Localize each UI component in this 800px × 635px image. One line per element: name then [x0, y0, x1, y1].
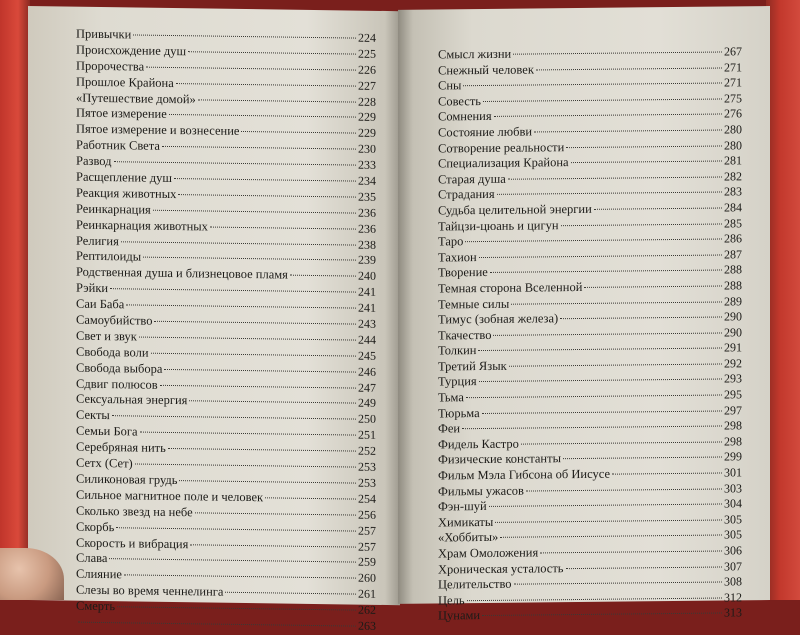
entry-page-number: 267 — [724, 44, 742, 59]
entry-page-number: 308 — [724, 574, 742, 589]
dot-leader — [168, 448, 356, 452]
entry-title: Темные силы — [438, 296, 510, 311]
dot-leader — [526, 488, 722, 491]
dot-leader — [210, 226, 356, 229]
entry-page-number: 261 — [358, 586, 376, 602]
entry-page-number: 312 — [724, 590, 742, 605]
entry-page-number: 228 — [358, 94, 376, 109]
entry-title: Храм Омоложения — [438, 545, 539, 561]
entry-page-number: 291 — [724, 340, 742, 355]
dot-leader — [126, 305, 356, 309]
dot-leader — [465, 239, 722, 243]
dot-leader — [151, 353, 356, 357]
entry-title: Тьма — [438, 390, 464, 405]
entry-title: Развод — [76, 153, 112, 169]
entry-page-number: 287 — [724, 247, 742, 262]
entry-title: Скорость и вибрация — [76, 535, 189, 551]
entry-page-number: 299 — [724, 449, 742, 464]
dot-leader — [190, 544, 356, 547]
entry-page-number: 253 — [358, 459, 376, 474]
entry-page-number: 241 — [358, 300, 376, 315]
dot-leader — [490, 270, 722, 273]
dot-leader — [521, 441, 722, 444]
entry-page-number: 262 — [358, 602, 376, 617]
dot-leader — [225, 592, 356, 595]
entry-page-number: 240 — [358, 268, 376, 284]
dot-leader — [479, 379, 722, 383]
entry-title: Слезы во время ченнелинга — [76, 582, 224, 599]
entry-title: Родственная душа и близнецовое пламя — [76, 265, 288, 282]
entry-page-number: 245 — [358, 348, 376, 363]
dot-leader — [494, 114, 722, 117]
dot-leader — [139, 336, 356, 340]
entry-title: Тимус (зобная железа) — [438, 311, 559, 327]
dot-leader — [489, 504, 722, 507]
entry-title: Пятое измерение — [76, 106, 167, 122]
entry-page-number: 243 — [358, 316, 376, 331]
dot-leader — [78, 622, 356, 627]
dot-leader — [508, 176, 722, 179]
entry-title: Тайцзи-цюань и цигун — [438, 217, 559, 234]
entry-title: «Хоббиты» — [438, 530, 499, 545]
entry-page-number: 307 — [724, 558, 742, 574]
entry-page-number: 241 — [358, 284, 376, 300]
entry-title: Сдвиг полюсов — [76, 376, 158, 392]
dot-leader — [495, 519, 722, 522]
entry-page-number: 304 — [724, 496, 742, 511]
entry-title: Саи Баба — [76, 296, 125, 312]
dot-leader — [124, 575, 356, 579]
dot-leader — [466, 395, 722, 399]
entry-page-number: 235 — [358, 189, 376, 204]
entry-title: Состояние любви — [438, 124, 533, 140]
dot-leader — [534, 129, 722, 132]
entry-page-number: 289 — [724, 293, 742, 308]
entry-page-number: 305 — [724, 512, 742, 527]
dot-leader — [140, 432, 356, 436]
entry-page-number: 253 — [358, 475, 376, 490]
entry-title: Снежный человек — [438, 62, 534, 78]
entry-page-number: 246 — [358, 364, 376, 379]
right-contents-list — [438, 44, 742, 624]
dot-leader — [467, 597, 722, 601]
toc-entry — [438, 606, 742, 625]
dot-leader — [110, 288, 356, 292]
entry-page-number: 286 — [724, 231, 742, 246]
entry-title: Рэйки — [76, 280, 109, 296]
dot-leader — [143, 257, 356, 261]
dot-leader — [178, 194, 356, 197]
entry-page-number: 259 — [358, 554, 376, 570]
entry-title: Происхождение душ — [76, 42, 187, 59]
entry-page-number: 229 — [358, 125, 376, 141]
dot-leader — [566, 145, 722, 148]
entry-title: Ткачество — [438, 327, 492, 343]
dot-leader — [164, 369, 356, 373]
entry-page-number: 250 — [358, 411, 376, 427]
dot-leader — [500, 535, 722, 538]
dot-leader — [482, 410, 722, 414]
entry-title: Свет и звук — [76, 328, 137, 344]
entry-page-number: 252 — [358, 443, 376, 459]
dot-leader — [497, 192, 722, 195]
entry-title: Скорбь — [76, 519, 115, 534]
entry-page-number: 227 — [358, 78, 376, 93]
dot-leader — [478, 348, 722, 352]
entry-page-number: 282 — [724, 169, 742, 184]
entry-page-number: 280 — [724, 122, 742, 137]
entry-page-number: 238 — [358, 237, 376, 252]
entry-page-number: 263 — [358, 618, 376, 633]
entry-page-number: 271 — [724, 75, 742, 90]
entry-title: Слава — [76, 551, 108, 566]
dot-leader — [146, 66, 356, 70]
dot-leader — [513, 52, 722, 55]
book-cover-right — [766, 0, 800, 600]
dot-leader — [612, 473, 722, 475]
entry-title: Тюрьма — [438, 405, 480, 421]
dot-leader — [563, 457, 722, 460]
entry-page-number: 257 — [358, 539, 376, 554]
dot-leader — [179, 480, 356, 483]
entry-page-number: 233 — [358, 157, 376, 172]
dot-leader — [493, 332, 722, 335]
entry-title: Слияние — [76, 566, 122, 582]
entry-title: Пророчества — [76, 58, 145, 74]
entry-page-number: 313 — [724, 605, 742, 620]
entry-title: Рептилоиды — [76, 249, 142, 265]
entry-page-number: 297 — [724, 402, 742, 418]
dot-leader — [540, 551, 722, 554]
entry-page-number: 251 — [358, 427, 376, 443]
dot-leader — [560, 317, 722, 320]
entry-title: Старая душа — [438, 171, 506, 187]
entry-page-number: 293 — [724, 371, 742, 386]
entry-title: Фильмы ужасов — [438, 483, 524, 499]
entry-title: Цунами — [438, 608, 481, 623]
entry-page-number: 284 — [724, 200, 742, 215]
dot-leader — [483, 98, 722, 102]
entry-title: Сотворение реальности — [438, 139, 565, 156]
dot-leader — [594, 207, 722, 209]
entry-title: Химикаты — [438, 514, 494, 530]
dot-leader — [176, 83, 356, 87]
entry-title: Привычки — [76, 26, 132, 42]
entry-page-number: 281 — [724, 153, 742, 168]
entry-title: Фэн-шуй — [438, 499, 487, 514]
entry-title: Цель — [438, 592, 465, 608]
entry-page-number: 290 — [724, 309, 742, 324]
entry-page-number: 257 — [358, 523, 376, 538]
entry-title: Тахион — [438, 249, 477, 265]
entry-title: Судьба целительной энергии — [438, 201, 592, 218]
dot-leader — [154, 321, 356, 325]
dot-leader — [114, 161, 356, 165]
entry-title: Реинкарнация животных — [76, 217, 208, 234]
dot-leader — [195, 512, 356, 515]
entry-page-number: 288 — [724, 278, 742, 293]
dot-leader — [109, 559, 356, 563]
entry-page-number: 247 — [358, 380, 376, 395]
entry-page-number: 230 — [358, 141, 376, 157]
entry-title: Сексуальная энергия — [76, 392, 188, 408]
dot-leader — [198, 99, 356, 102]
dot-leader — [265, 497, 356, 499]
entry-page-number: 224 — [358, 30, 376, 45]
entry-title: Феи — [438, 421, 461, 436]
entry-title: Смысл жизни — [438, 46, 512, 62]
entry-page-number: 249 — [358, 396, 376, 411]
dot-leader — [290, 275, 356, 277]
dot-leader — [561, 223, 722, 226]
dot-leader — [116, 527, 356, 531]
dot-leader — [121, 241, 356, 245]
entry-title: Сомнения — [438, 109, 492, 124]
right-page — [398, 6, 770, 623]
entry-title: Фидель Кастро — [438, 436, 519, 452]
left-page — [28, 6, 400, 633]
entry-title: Религия — [76, 233, 119, 248]
entry-title: Целительство — [438, 576, 512, 592]
entry-title: Сколько звезд на небе — [76, 503, 193, 520]
dot-leader — [566, 566, 723, 569]
entry-title: Серебряная нить — [76, 439, 166, 456]
entry-title: Толкин — [438, 343, 477, 358]
dot-leader — [514, 582, 722, 585]
dot-leader — [509, 363, 722, 366]
entry-page-number: 236 — [358, 205, 376, 220]
entry-title: Сетх (Сет) — [76, 455, 133, 471]
entry-title: Специализация Крайона — [438, 155, 569, 171]
entry-page-number: 271 — [724, 59, 742, 75]
entry-title: Сны — [438, 78, 462, 93]
dot-leader — [135, 464, 356, 468]
entry-title: Таро — [438, 234, 464, 249]
dot-leader — [571, 161, 722, 164]
entry-page-number: 306 — [724, 543, 742, 558]
dot-leader — [189, 401, 356, 404]
entry-title: Свобода выбора — [76, 360, 163, 376]
entry-page-number: 301 — [724, 465, 742, 480]
entry-page-number: 226 — [358, 62, 376, 77]
entry-title: Физические константы — [438, 451, 561, 467]
entry-title: «Путешествие домой» — [76, 90, 196, 106]
entry-title: Темная сторона Вселенной — [438, 279, 583, 296]
entry-page-number: 285 — [724, 215, 742, 231]
entry-page-number: 256 — [358, 507, 376, 522]
entry-page-number: 239 — [358, 253, 376, 268]
entry-page-number: 295 — [724, 387, 742, 402]
entry-page-number: 298 — [724, 434, 742, 449]
entry-title: Пятое измерение и вознесение — [76, 122, 240, 139]
dot-leader — [169, 114, 356, 118]
entry-title: Страдания — [438, 187, 495, 202]
entry-page-number: 236 — [358, 221, 376, 236]
dot-leader — [188, 51, 356, 54]
entry-page-number: 254 — [358, 491, 376, 506]
dot-leader — [160, 384, 356, 388]
entry-title: Семьи Бога — [76, 423, 138, 439]
dot-leader — [479, 254, 722, 258]
entry-title: Третий Язык — [438, 358, 507, 374]
dot-leader — [463, 83, 722, 87]
entry-title: Творение — [438, 265, 488, 280]
dot-leader — [241, 131, 356, 134]
entry-page-number: 305 — [724, 527, 742, 542]
dot-leader — [117, 606, 356, 610]
entry-title: Силиконовая грудь — [76, 471, 178, 488]
entry-page-number: 234 — [358, 173, 376, 188]
dot-leader — [482, 613, 722, 617]
toc-entry — [76, 615, 376, 635]
entry-page-number: 260 — [358, 570, 376, 586]
entry-title: Свобода воли — [76, 344, 149, 360]
entry-title: Сильное магнитное поле и человек — [76, 487, 264, 505]
entry-page-number: 292 — [724, 356, 742, 371]
entry-page-number: 290 — [724, 324, 742, 340]
entry-page-number: 280 — [724, 137, 742, 153]
entry-title: Хроническая усталость — [438, 560, 564, 577]
entry-page-number: 275 — [724, 91, 742, 106]
entry-title: Работник Света — [76, 137, 160, 154]
entry-page-number: 244 — [358, 332, 376, 347]
entry-title: Прошлое Крайона — [76, 74, 174, 90]
dot-leader — [162, 146, 356, 150]
entry-title: Расщепление душ — [76, 169, 172, 186]
entry-page-number: 225 — [358, 46, 376, 61]
entry-page-number: 276 — [724, 106, 742, 121]
entry-title: Секты — [76, 408, 110, 423]
entry-page-number: 229 — [358, 110, 376, 125]
entry-page-number: 283 — [724, 184, 742, 199]
dot-leader — [174, 178, 356, 182]
entry-page-number: 303 — [724, 480, 742, 496]
entry-title: Самоубийство — [76, 312, 153, 328]
dot-leader — [511, 301, 722, 304]
entry-title: Реинкарнация — [76, 201, 151, 217]
dot-leader — [153, 210, 356, 214]
entry-title: Совесть — [438, 93, 481, 109]
dot-leader — [536, 67, 722, 70]
entry-title: Смерть — [76, 598, 116, 614]
entry-page-number: 298 — [724, 418, 742, 433]
dot-leader — [462, 426, 722, 430]
entry-page-number: 288 — [724, 262, 742, 277]
entry-title: Фильм Мэла Гибсона об Иисусе — [438, 466, 610, 483]
book-cover-left — [0, 0, 30, 600]
dot-leader — [584, 285, 722, 287]
dot-leader — [133, 34, 356, 38]
entry-title: Реакция животных — [76, 185, 177, 201]
entry-title: Турция — [438, 374, 477, 389]
dot-leader — [112, 416, 356, 420]
left-contents-list — [76, 27, 376, 635]
